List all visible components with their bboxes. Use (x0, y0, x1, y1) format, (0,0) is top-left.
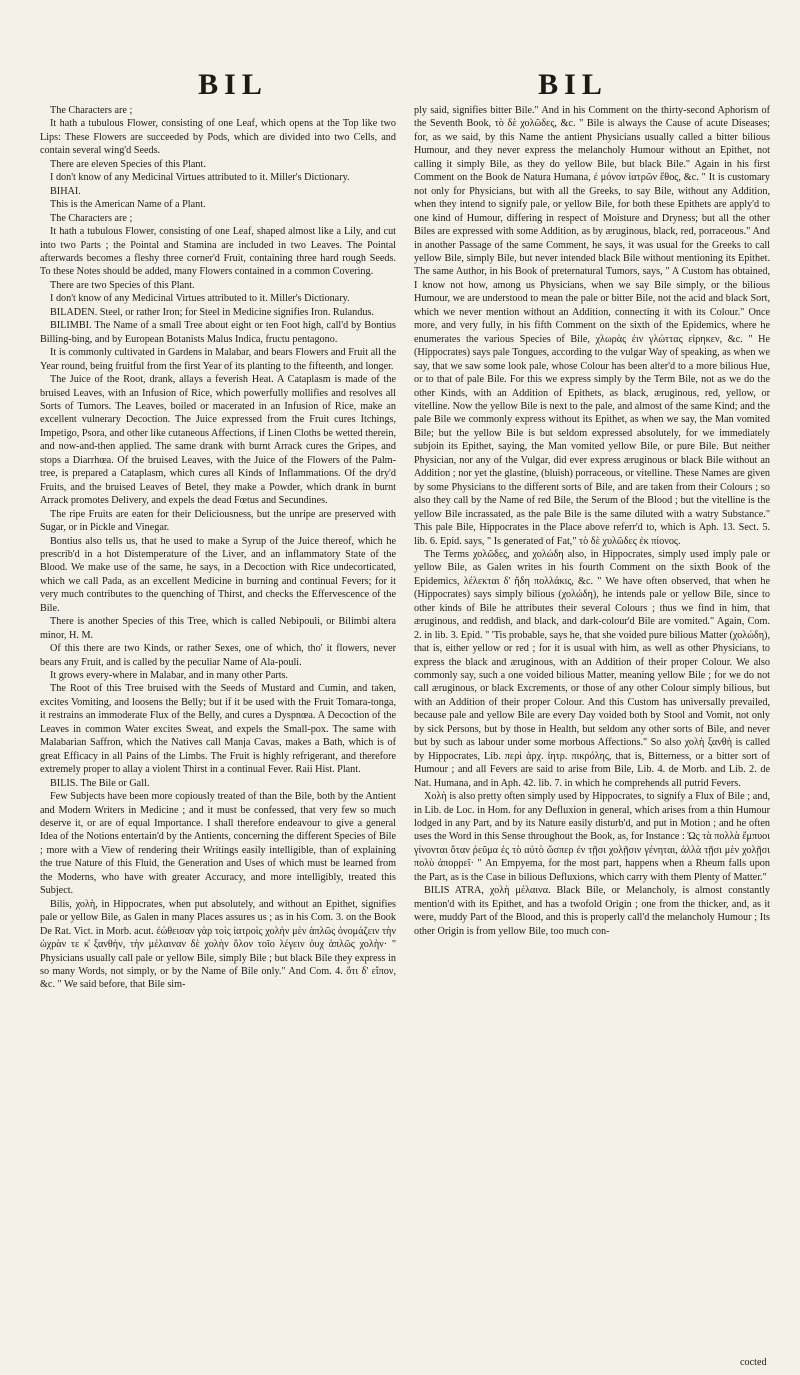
paragraph: The Characters are ; (50, 212, 133, 224)
paragraph: Bontius also tells us, that he used to make a Syrup of the Juice thereof, which he prescrib'd in a hot Distemperature of the Liver, and an inflammatory State of the Blood. We make use of the same, he says, in a Decoction with Rice undecorticated, which we call Pada, as an excellent Medicine in burning and continual Fevers; for it very much contributes to the quenching of Thirst, and checks the Effervescence of the Bile. (40, 535, 396, 614)
paragraph: It hath a tubulous Flower, consisting of one Leaf, shaped almost like a Lily, and cut into two Parts ; the Pointal and Stamina are included in two Leaves. The Pointal afterwards becomes a fleshy three corner'd Fruit, containing three hard rough Seeds. To these Notes should be added, many Flowers contained in a common Covering. (40, 226, 396, 278)
catchword: cocted (740, 1357, 767, 1368)
paragraph: The Juice of the Root, drank, allays a feverish Heat. A Cataplasm is made of the bruised Leaves, with an Infusion of Rice, which powerfully mollifies and resolves all Sorts of Tumors. The Leaves, boiled or macerated in an Infusion of Rice, make an excellent vulnerary Decoction. The Juice expressed from the Fruit cures Itchings, Impetigo, Psora, and other like cutaneous Affections, if Linen Cloths be wetted therein, and now-and-then applied. The same drank with burnt Arrack cures the Gripes, and stops a Diarrhœa. Of the bruised Leaves, with the Juice of the Flowers of the Palm-tree, is prepared a Cataplasm, which cures all Kinds of Inflammations. Of the dry'd Fruits, and the bruised Leaves of Betel, they make a Powder, which drank in burnt Arrack promotes Delivery, and expels the dead Fœtus and Secundines. (40, 374, 396, 507)
paragraph: There is another Species of this Tree, which is called Nebipouli, or Bilimbi altera minor, H. M. (40, 616, 396, 641)
paragraph: Χολὴ is also pretty often simply used by Hippocrates, to signify a Flux of Bile ; and, in Lib. de Loc. in Hom. for any Defluxion in general, which arises from a thin Humour lodged in any Part, and by its Nature easily disturb'd, and put in Motion ; and he often uses the Word in this Sense throughout the Book, as, for Instance : Ὡς τὰ πολλὰ ἔμπυοι γίνονται ὅταν ῥεῦμα ἐς τὸ αὐτὸ ὥσπερ ἐν τῇσι χολῇσιν γένηται, ἀλλὰ τῇσι μὲν χολῇσι πολὺ ἀπορρεῖ· " An Empyema, for the most part, happens when a Rheum falls upon the Part, as is the Case in bilious Defluxions, which carry with them Plenty of Matter." (414, 791, 770, 883)
running-head-left: BIL (198, 68, 268, 101)
paragraph: ply said, signifies bitter Bile." And in his Comment on the thirty-second Aphorism of the Seventh Book, τὸ δὲ χολῶδες, &c. " Bile is always the Cause of acute Diseases; for, as we said, by this Name the antient Physicians usually called a bitter bilious Humour, and they never express the melancholy Humour without an Epithet, not calling it simply Bile, as they do yellow Bile, but black Bile." Again in his first Comment on the Book de Natura Humana, ἐ μόνον ἰατρῶν ἔθος, &c. " It is customary not only for Physicians, but with all the Greeks, to say Bile, without any Addition, when they intend to signify pale, or yellow Bile, for both these Epithets are apply'd to one kind of Humour, differing in respect of Moisture and Dryness; but all the other Biles are expressed with some Addition, as by æruginous, black, red, porraceous." And in another Passage of the same Comment, he says, it was usual for the Greeks to call yellow Bile, simply Bile, but never intended black Bile without mentioning its Epithet. The same Author, in his Book of preternatural Tumors, says, " A Custom has obtained, I know not how, among us Physicians, when we say Bile simply, or the bilious Humour, we are understood to mean the pale or bitter Bile, not the acid and black Sort, which we never mention without an Addition, connecting it with its Colour." Once more, and very fully, in his fifth Comment on the sixth of the Epidemics, where he enumerates the various Species of Bile, χλωρὰς ἐιν γλώττας εἰρηκεν, &c. " He (Hippocrates) says pale Tongues, according to the vulgar Way of speaking, as when we say, that we saw some look pale, whose Colour has been alter'd to a more bilious Hue, or to that of pale Bile. For this we express simply by the Term Bile, not as we do the other Kinds, with an Addition of Epithets, as black, æruginous, red, yellow, or vitelline. Now the yellow Bile is next to the pale, and almost of the same Kind; and the pale Bile we commonly express without its Epithet, as when we say, the Man vomited Bile; but the yellow Bile is but seldom expressed absolutely, for we immediately subjoin its Epithet, saying, the Man vomited yellow Bile, or pure Bile. But neither Physician, nor any of the Vulgar, did ever express æruginous or black Bile without an Addition ; nor yet the glastine, (bluish) porraceous, or vitelline. These Names are given by some Physicians to the different sorts of Bile, and are taken from their Colours ; so also they call by the Name of red Bile, the Serum of the Blood ; but the vitelline is the yellow Bile incrassated, as the pale Bile is the same diluted with a watry Substance." This pale Bile, Hippocrates in the Place above referr'd to, which is Aph. 13. Sect. 5. lib. 6. Epid. says, " Is generated of Fat," τὸ δὲ χυλῶδες ἐκ πίονος. (414, 105, 770, 547)
paragraph: The Root of this Tree bruised with the Seeds of Mustard and Cumin, and taken, excites Vomiting, and loosens the Belly; but if it be used with the Fruit Tomara-tonga, it restrains an immoderate Flux of the Belly, and cures a Dyspnœa. A Decoction of the Leaves in common Water excites Sweat, and expels the Small-pox. The same with Malabarian Saffron, which the Natives call Manja Cavas, makes a Bath, which is of great Efficacy in all Pains of the Limbs. The Fruit is highly refrigerant, and therefore extremely proper to allay a violent Thirst in a continual Fever. Raii Hist. Plant. (40, 683, 396, 776)
entry-heading: BILIS ATRA, χολὴ μέλαινα. Black Bile, or Melancholy, is almost constantly mention'd with its Epithet, and has a twofold Origin ; one from the thicker, and, as it were, muddy Part of the Blood, and this is properly call'd the melancholy Humour ; Its other Origin is from yellow Bile, too much con- (414, 885, 770, 937)
paragraph: Of this there are two Kinds, or rather Sexes, one of which, tho' it flowers, never bears any Fruit, and is called by the peculiar Name of Ala-pouli. (40, 643, 396, 668)
paragraph: It is commonly cultivated in Gardens in Malabar, and bears Flowers and Fruit all the Year round, being fruitful from the first Year of its planting to the fifteenth, and longer. (40, 347, 396, 372)
paragraph: It grows every-where in Malabar, and in many other Parts. (50, 670, 289, 682)
paragraph: The Characters are ; (50, 105, 133, 116)
paragraph: The Terms χολῶδες, and χολώδη also, in Hippocrates, simply used imply pale or yellow Bile, as Galen writes in his fourth Comment on the sixth Book of the Epidemics, λέλεκται δ' ἤδη πολλάκις, &c. " We have often observed, that when he (Hippocrates) says simply bilious (χολώδη), he intends pale or yellow Bile, since to other kinds of Bile he attributes their several Colours ; thus we find in him, that æruginous, and reddish, and black, and dark-colour'd Bile are vomited." Again, Com. 2. in lib. 3. Epid. " 'Tis probable, says he, that she voided pure bilious Matter (χολώδη), that is, either yellow or red ; for it is usual with him, as well as other Physicians, to express the black and æruginous, with an Addition of their proper Colour. We also commonly say, such a one voided bilious Matter, meaning yellow Bile ; for we do not call æruginous, or black Excrements, or those of any other Colour simply bilious, but with an Addition of their proper Colour. And this Custom has universally prevailed, because pale and yellow Bile are every Day voided both by Stool and Vomit, not only by sick Persons, but by those in Health, but seldom any other sorts of Bile, and never but by such as labour under some morbous Affections." So also χολὴ ξανθὴ is called by Hippocrates, Lib. περὶ ἀρχ. ἰητρ. πικρόλης, that is, Bitterness, or a bitter sort of Humour ; and all Fevers are said to arise from Bile, Lib. 4. de Morb. and Lib. 2. de Nat. Humana, and in Aph. 42. lib. 7. in which he comprehends all putrid Fevers. (414, 548, 770, 789)
entry-heading: BILIMBI. The Name of a small Tree about eight or ten Foot high, call'd by Bontius Billing-bing, and by European Botanists Malus Indica, fructu pentagono. (40, 320, 396, 345)
paragraph: There are eleven Species of this Plant. (50, 158, 206, 170)
paragraph: The ripe Fruits are eaten for their Deliciousness, but the unripe are preserved with Sugar, or in Pickle and Vinegar. (40, 508, 396, 534)
paragraph: Few Subjects have been more copiously treated of than the Bile, both by the Antient and Modern Writers in Medicine ; and it must be confessed, that very few so much deserve it, or are of equal Importance. I shall therefore endeavour to give a general Idea of the Notions entertain'd by the Antients, concerning the different Species of Bile ; more with a View of rendering their Writings easily intelligible, than of explaining the true Nature of this Fluid, the Generation and Uses of which must be learned from the Moderns, who have with greater Accuracy, and more intelligibly, treated this Subject. (40, 791, 396, 897)
paragraph: There are two Species of this Plant. (50, 279, 195, 291)
paragraph: This is the American Name of a Plant. (50, 199, 206, 211)
entry-heading: BILADEN. Steel, or rather Iron; for Steel in Medicine signifies Iron. Rulandus. (50, 306, 374, 318)
paragraph: It hath a tubulous Flower, consisting of one Leaf, which opens at the Top like two Lips: These Flowers are succeeded by Pods, which are divided into two Cells, and contain several wing'd Seeds. (40, 118, 396, 157)
entry-heading: BILIS. The Bile or Gall. (50, 777, 150, 789)
left-column (40, 104, 396, 992)
right-column (414, 104, 770, 938)
paragraph: Bilis, χολὴ, in Hippocrates, when put absolutely, and without an Epithet, signifies pale or yellow Bile, as Galen in many Places assures us ; as in his Com. 3. on the Book De Rat. Vict. in Morb. acut. ἐώθεισαν γὰρ τοὶς ἰατροὶς χολὴν μὲν ἁπλῶς ὀνομάζειν τὴν ὠχρὰν τε κ̓ ξανθὴν, τὴν μέλαιναν δὲ χολὴν ὅλον τοῖο λέγειν ὀυχ ἁπλῶς χολὴν· " Physicians usually call pale or yellow Bile, simply Bile ; but black Bile they express in so many Words, not simply, or by the Name of Bile only." And Com. 4. ὅτι δ' εἴπον, &c. " We said before, that Bile sim- (40, 898, 396, 991)
running-head-right: BIL (538, 68, 608, 101)
paragraph: I don't know of any Medicinal Virtues attributed to it. Miller's Dictionary. (50, 172, 350, 184)
entry-heading: BIHAI. (50, 185, 81, 197)
paragraph: I don't know of any Medicinal Virtues attributed to it. Miller's Dictionary. (50, 293, 350, 305)
